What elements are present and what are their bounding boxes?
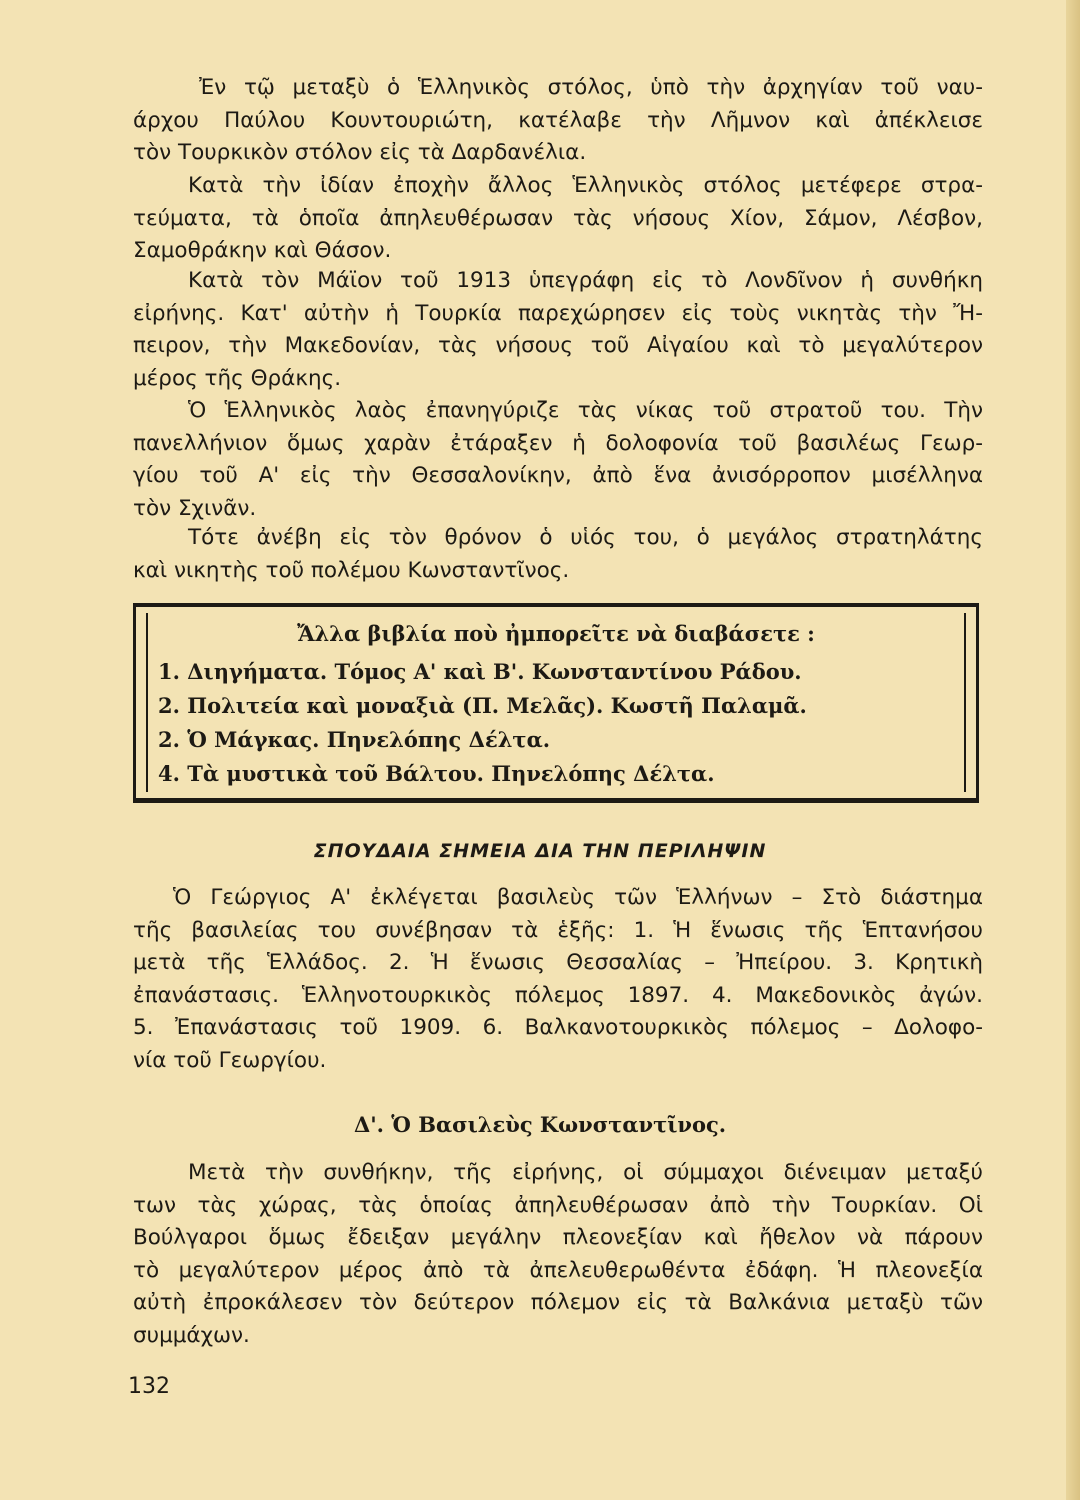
text-line: 5. Ἐπανάστασις τοῦ 1909. 6. Βαλκανοτουρκικὸς πόλεμος – Δολοφο- (133, 1015, 983, 1040)
text-line: γίου τοῦ Α' εἰς τὴν Θεσσαλονίκην, ἀπὸ ἕνα ἀνισόρροπον μισέλληνα (133, 463, 983, 488)
text-line: συμμάχων. (133, 1322, 250, 1348)
paragraph-summary (133, 882, 983, 1077)
text-line: νία τοῦ Γεωργίου. (133, 1047, 327, 1073)
text-line: πανελλήνιον ὅμως χαρὰν ἐτάραξεν ἡ δολοφονία τοῦ βασιλέως Γεωρ- (133, 430, 983, 456)
text-line: ἐπανάστασις. Ἑλληνοτουρκικὸς πόλεμος 1897. 4. Μακεδονικὸς ἀγών. (133, 982, 983, 1008)
text-line: Σαμοθράκην καὶ Θάσον. (133, 238, 392, 263)
text-line: Τότε ἀνέβη εἰς τὸν θρόνον ὁ υἱός του, ὁ μεγάλος στρατηλάτης (188, 525, 983, 550)
text-line: τὸν Σχινᾶν. (133, 495, 257, 521)
page-edge (1066, 0, 1080, 1500)
paragraph-assassination (133, 395, 983, 525)
text-line: τεύματα, τὰ ὁποῖα ἀπηλευθέρωσαν τὰς νήσους Χίον, Σάμον, Λέσβον, (133, 205, 983, 231)
paragraph-constantine-throne (133, 522, 983, 587)
text-line: Βούλγαροι ὅμως ἔδειξαν μεγάλην πλεονεξίαν καὶ ἤθελον νὰ πάρουν (133, 1225, 983, 1250)
text-line: Ὁ Ἑλληνικὸς λαὸς ἐπανηγύριζε τὰς νίκας τοῦ στρατοῦ του. Τὴν (188, 398, 983, 423)
book-item: 2. Ὁ Μάγκας. Πηνελόπης Δέλτα. (158, 727, 551, 752)
text-line: τὸ μεγαλύτερον μέρος ἀπὸ τὰ ἀπελευθερωθέντα ἐδάφη. Ἡ πλεονεξία (133, 1257, 983, 1283)
text-line: τὸν Τουρκικὸν στόλον εἰς τὰ Δαρδανέλια. (133, 140, 587, 165)
book-item: 1. Διηγήματα. Τόμος Α' καὶ Β'. Κωνσταντίνου Ράδου. (158, 659, 802, 684)
book-item: 2. Πολιτεία καὶ μοναξιὰ (Π. Μελᾶς). Κωστῆ Παλαμᾶ. (158, 693, 807, 718)
text-line: Ὁ Γεώργιος Α' ἐκλέγεται βασιλεὺς τῶν Ἑλλήνων – Στὸ διάστημα (173, 885, 983, 910)
text-line: πειρον, τὴν Μακεδονίαν, τὰς νήσους τοῦ Αἰγαίου καὶ τὸ μεγαλύτερον (133, 333, 983, 358)
text-line: Κατὰ τὴν ἰδίαν ἐποχὴν ἄλλος Ἑλληνικὸς στόλος μετέφερε στρα- (188, 173, 983, 198)
text-line: των τὰς χώρας, τὰς ὁποίας ἀπηλευθέρωσαν ἀπὸ τὴν Τουρκίαν. Οἱ (133, 1192, 983, 1218)
chapter-heading: Δ'. Ὁ Βασιλεὺς Κωνσταντῖνος. (353, 1112, 727, 1137)
text-line: εἰρήνης. Κατ' αὐτὴν ἡ Τουρκία παρεχώρησεν εἰς τοὺς νικητὰς τὴν Ἤ- (133, 300, 983, 326)
text-line: Ἐν τῷ μεταξὺ ὁ Ἑλληνικὸς στόλος, ὑπὸ τὴν ἀρχηγίαν τοῦ ναυ- (199, 75, 983, 100)
books-box (133, 603, 979, 803)
page-number: 132 (128, 1374, 170, 1399)
text-line: Κατὰ τὸν Μάϊον τοῦ 1913 ὑπεγράφη εἰς τὸ Λονδῖνον ἡ συνθήκη (188, 268, 983, 293)
text-line: μετὰ τῆς Ἑλλάδος. 2. Ἡ ἕνωσις Θεσσαλίας – Ἠπείρου. 3. Κρητικὴ (133, 950, 983, 975)
text-line: αὐτὴ ἐπροκάλεσεν τὸν δεύτερον πόλεμον εἰς τὰ Βαλκάνια μεταξὺ τῶν (133, 1290, 983, 1315)
summary-section-heading: ΣΠΟΥΔΑΙΑ ΣΗΜΕΙΑ ΔΙΑ ΤΗΝ ΠΕΡΙΛΗΨΙΝ (313, 840, 767, 862)
paragraph-second-balkan-war (133, 1157, 983, 1352)
book-item: 4. Τὰ μυστικὰ τοῦ Βάλτου. Πηνελόπης Δέλτα. (158, 761, 715, 786)
text-line: μέρος τῆς Θράκης. (133, 365, 342, 391)
text-line: Μετὰ τὴν συνθήκην, τῆς εἰρήνης, οἱ σύμμαχοι διένειμαν μεταξύ (188, 1160, 983, 1185)
books-box-title: Ἄλλα βιβλία ποὺ ἠμπορεῖτε νὰ διαβάσετε : (297, 621, 815, 646)
paragraph-fleet-lemnos (133, 72, 983, 170)
paragraph-treaty-london (133, 265, 983, 395)
text-line: καὶ νικητὴς τοῦ πολέμου Κωνσταντῖνος. (133, 557, 570, 583)
paragraph-islands (133, 170, 983, 268)
text-line: τῆς βασιλείας του συνέβησαν τὰ ἑξῆς: 1. Ἡ ἕνωσις τῆς Ἑπτανήσου (133, 917, 983, 943)
text-line: άρχου Παύλου Κουντουριώτη, κατέλαβε τὴν Λῆμνον καὶ ἀπέκλεισε (133, 107, 983, 133)
